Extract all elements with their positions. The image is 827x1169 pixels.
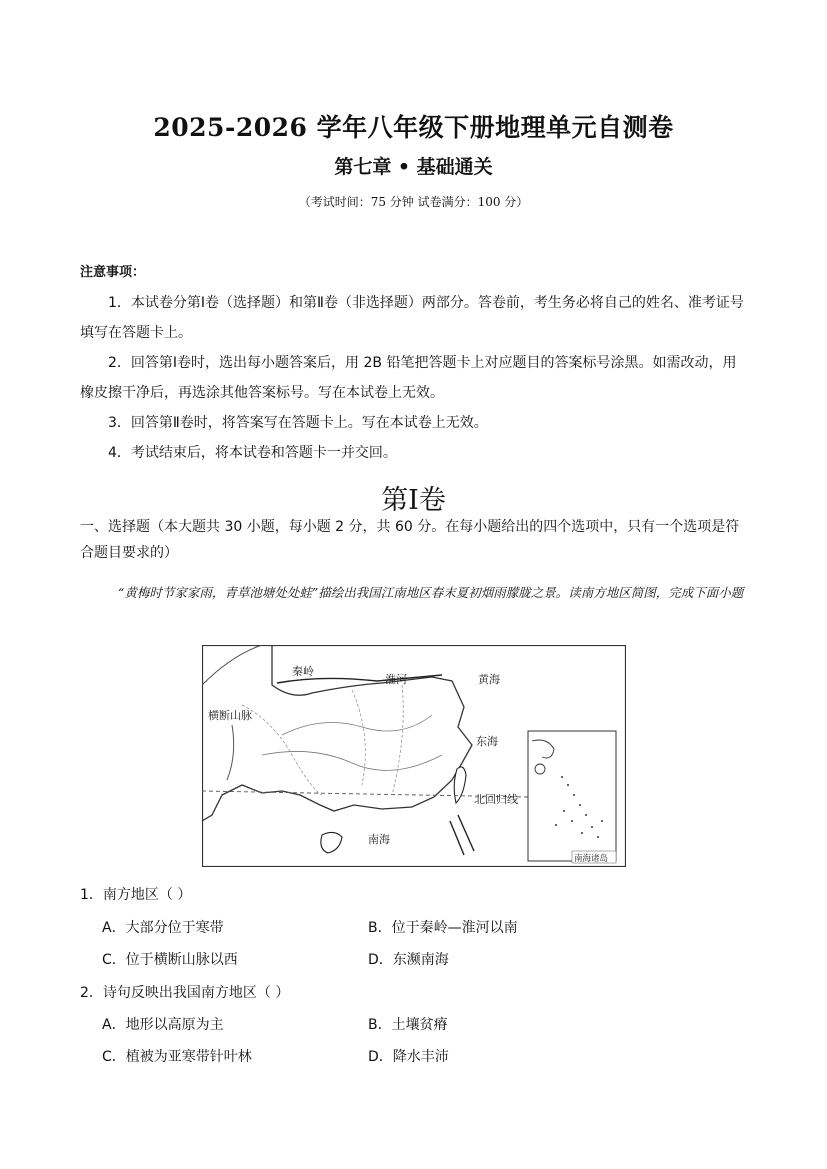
label-qinling: 秦岭 <box>292 665 314 678</box>
exam-title: 2025-2026 学年八年级下册地理单元自测卷 <box>153 113 674 142</box>
label-huanghai: 黄海 <box>478 673 500 686</box>
section-heading <box>80 514 752 566</box>
label-inset: 南海诸岛 <box>574 854 609 864</box>
question-stem <box>80 578 748 608</box>
label-hengduan: 横断山脉 <box>208 709 252 722</box>
stem-text: “黄梅时节家家雨，青草池塘处处蛙”描绘出我国江南地区春末夏初烟雨朦胧之景。读南方地区简图，完成下面小题 <box>118 585 744 600</box>
label-donghai: 东海 <box>476 735 498 748</box>
chapter-subtitle: 第七章 • 基础通关 <box>334 156 493 178</box>
notice-item: 2．回答第Ⅰ卷时，选出每小题答案后，用 2B 铅笔把答题卡上对应题目的答案标号涂黑。如需改动，用橡皮擦干净后，再选涂其他答案标号。写在本试卷上无效。 <box>80 355 737 401</box>
label-huaihe: 淮河 <box>385 673 407 686</box>
notice-item: 1．本试卷分第Ⅰ卷（选择题）和第Ⅱ卷（非选择题）两部分。答卷前，考生务必将自己的姓名、准考证号填写在答题卡上。 <box>80 295 744 341</box>
notice-list <box>80 288 748 468</box>
label-tropic: 北回归线 <box>474 793 518 806</box>
question-1: 1．南方地区（ ） <box>80 887 192 903</box>
q1-option-c[interactable]: C．位于横断山脉以西 <box>102 952 238 968</box>
section-text: 选择题（本大题共 30 小题，每小题 2 分，共 60 分。在每小题给出的四个选项中，只有一个选项是符合题目要求的） <box>80 519 740 561</box>
q2-option-b[interactable]: B．土壤贫瘠 <box>368 1017 448 1033</box>
notice-item: 4．考试结束后，将本试卷和答题卡一并交回。 <box>108 445 397 461</box>
exam-meta: （考试时间：75 分钟 试卷满分：100 分） <box>298 195 529 209</box>
q1-option-b[interactable]: B．位于秦岭—淮河以南 <box>368 920 518 936</box>
section-number: 一、 <box>80 519 108 535</box>
q2-option-a[interactable]: A．地形以高原为主 <box>102 1017 224 1033</box>
label-nanhai: 南海 <box>368 833 390 846</box>
inset-frame <box>528 731 616 861</box>
notice-heading: 注意事项： <box>80 265 146 280</box>
q1-option-a[interactable]: A．大部分位于寒带 <box>102 920 224 936</box>
notice-item: 3．回答第Ⅱ卷时，将答案写在答题卡上。写在本试卷上无效。 <box>108 415 488 431</box>
question-2: 2．诗句反映出我国南方地区（ ） <box>80 985 290 1001</box>
q2-option-d[interactable]: D．降水丰沛 <box>368 1049 449 1065</box>
volume-heading: 第Ⅰ卷 <box>381 485 446 516</box>
south-china-map <box>202 645 626 867</box>
q1-option-d[interactable]: D．东濒南海 <box>368 952 449 968</box>
q2-option-c[interactable]: C．植被为亚寒带针叶林 <box>102 1049 252 1065</box>
